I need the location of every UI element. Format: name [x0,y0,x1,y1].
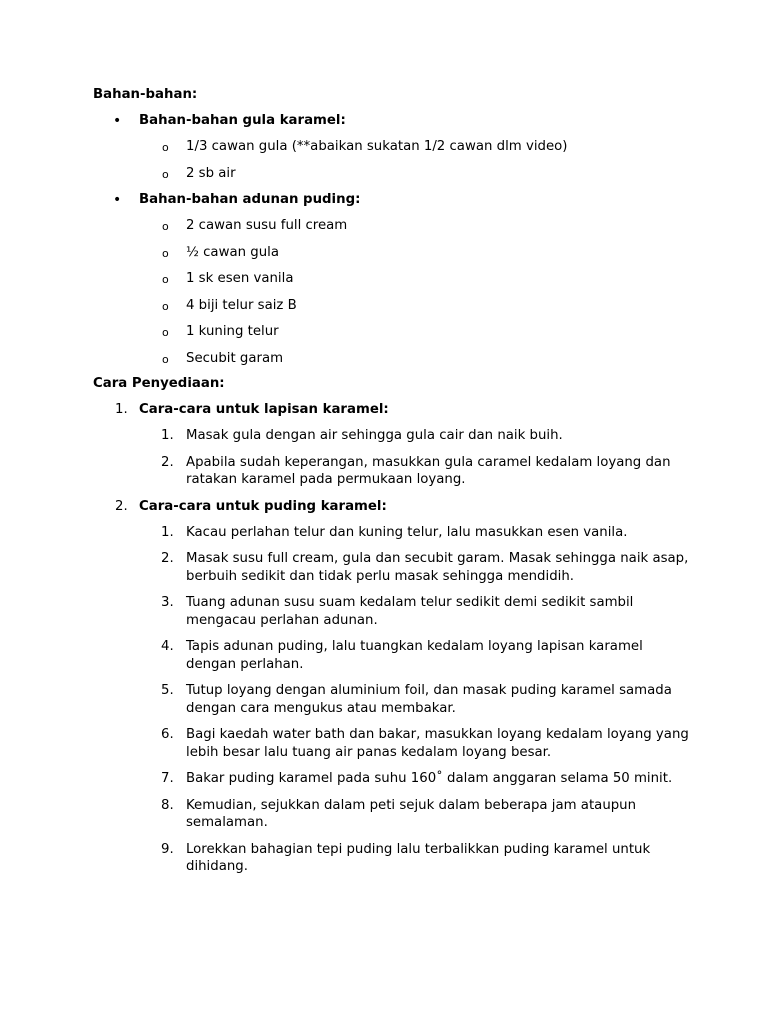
list-item [139,726,693,761]
step-text: Tuang adunan susu suam kedalam telur sedikit demi sedikit sambil mengacau perlahan adunan. [186,595,634,628]
list-item [139,524,693,542]
step-list [139,524,693,876]
list-item [139,797,693,832]
step-text: Lorekkan bahagian tepi puding lalu terbalikkan puding karamel untuk dihidang. [186,841,651,874]
ingredient-text: 2 sb air [186,165,236,181]
step-text: Bagi kaedah water bath dan bakar, masukkan loyang kedalam loyang yang lebih besar lalu tuang air panas kedalam loyang besar. [186,727,689,760]
list-item [139,350,693,368]
list-item [139,594,693,629]
list-item [139,323,693,341]
sub-bullet-icon: o [162,299,169,313]
step-number: 5. [161,683,174,698]
bullet-icon: • [113,113,122,129]
ingredients-heading: Bahan-bahan: [93,87,198,102]
list-item [139,550,693,585]
step-number: 4. [161,639,174,654]
step-number: 9. [161,841,174,857]
step-text: Masak gula dengan air sehingga gula cair dan naik buih. [186,428,563,443]
step-text: Kemudian, sejukkan dalam peti sejuk dalam beberapa jam ataupun semalaman. [186,797,637,830]
step-text: Tutup loyang dengan aluminium foil, dan masak puding karamel samada dengan cara mengukus atau membakar. [186,683,672,716]
sub-bullet-icon: o [162,220,169,233]
list-item [139,297,693,315]
list-item [139,638,693,673]
sub-bullet-icon: o [162,326,169,339]
step-text: Masak susu full cream, gula dan secubit garam. Masak sehingga naik asap, berbuih sedikit dan tidak perlu masak sehingga mendidih. [186,551,689,584]
section-number: 2. [115,498,128,514]
step-text: Apabila sudah keperangan, masukkan gula caramel kedalam loyang dan ratakan karamel pada permukaan loyang. [186,454,671,487]
recipe-document [93,86,693,876]
list-item [139,427,693,445]
sub-bullet-icon: o [162,352,169,366]
list-item [139,270,693,288]
list-item [139,454,693,489]
list-item [139,165,693,183]
list-item [139,244,693,262]
preparation-sections [93,401,693,876]
ingredient-group-title: Bahan-bahan adunan puding: [139,192,361,207]
ingredient-group-caramel [93,112,693,182]
ingredient-text: 1 kuning telur [186,324,279,339]
ingredient-text: 2 cawan susu full cream [186,218,348,233]
list-item [139,217,693,235]
preparation-section-caramel [93,401,693,489]
ingredient-text: Secubit garam [186,350,284,366]
sub-bullet-icon: o [162,141,169,154]
ingredient-text: 1 sk esen vanila [186,271,294,286]
ingredient-groups [93,112,693,367]
step-number: 1. [161,524,174,540]
step-number: 3. [161,595,174,610]
ingredient-group-pudding [93,191,693,367]
step-list [139,427,693,489]
ingredient-list [139,217,693,367]
step-text: Kacau perlahan telur dan kuning telur, lalu masukkan esen vanila. [186,524,628,540]
preparation-section-pudding [93,498,693,876]
step-number: 7. [161,771,174,786]
sub-bullet-icon: o [162,273,169,286]
ingredient-list [139,138,693,182]
list-item [139,138,693,156]
list-item [139,770,693,788]
step-number: 6. [161,727,174,742]
ingredient-text: ½ cawan gula [186,244,279,260]
preparation-heading: Cara Penyediaan: [93,376,225,391]
section-title: Cara-cara untuk puding karamel: [139,498,387,514]
list-item [139,841,693,876]
sub-bullet-icon: o [162,167,169,181]
sub-bullet-icon: o [162,246,169,260]
step-text: Tapis adunan puding, lalu tuangkan kedalam loyang lapisan karamel dengan perlahan. [186,639,643,672]
section-title: Cara-cara untuk lapisan karamel: [139,402,389,417]
step-text: Bakar puding karamel pada suhu 160˚ dalam anggaran selama 50 minit. [186,771,673,786]
step-number: 2. [161,551,174,566]
ingredient-group-title: Bahan-bahan gula karamel: [139,113,346,128]
step-number: 2. [161,454,174,470]
ingredient-text: 4 biji telur saiz B [186,297,297,313]
section-number: 1. [115,402,128,417]
bullet-icon: • [113,192,122,208]
step-number: 1. [161,428,174,443]
list-item [139,682,693,717]
step-number: 8. [161,797,174,813]
ingredient-text: 1/3 cawan gula (**abaikan sukatan 1/2 cawan dlm video) [186,139,568,154]
